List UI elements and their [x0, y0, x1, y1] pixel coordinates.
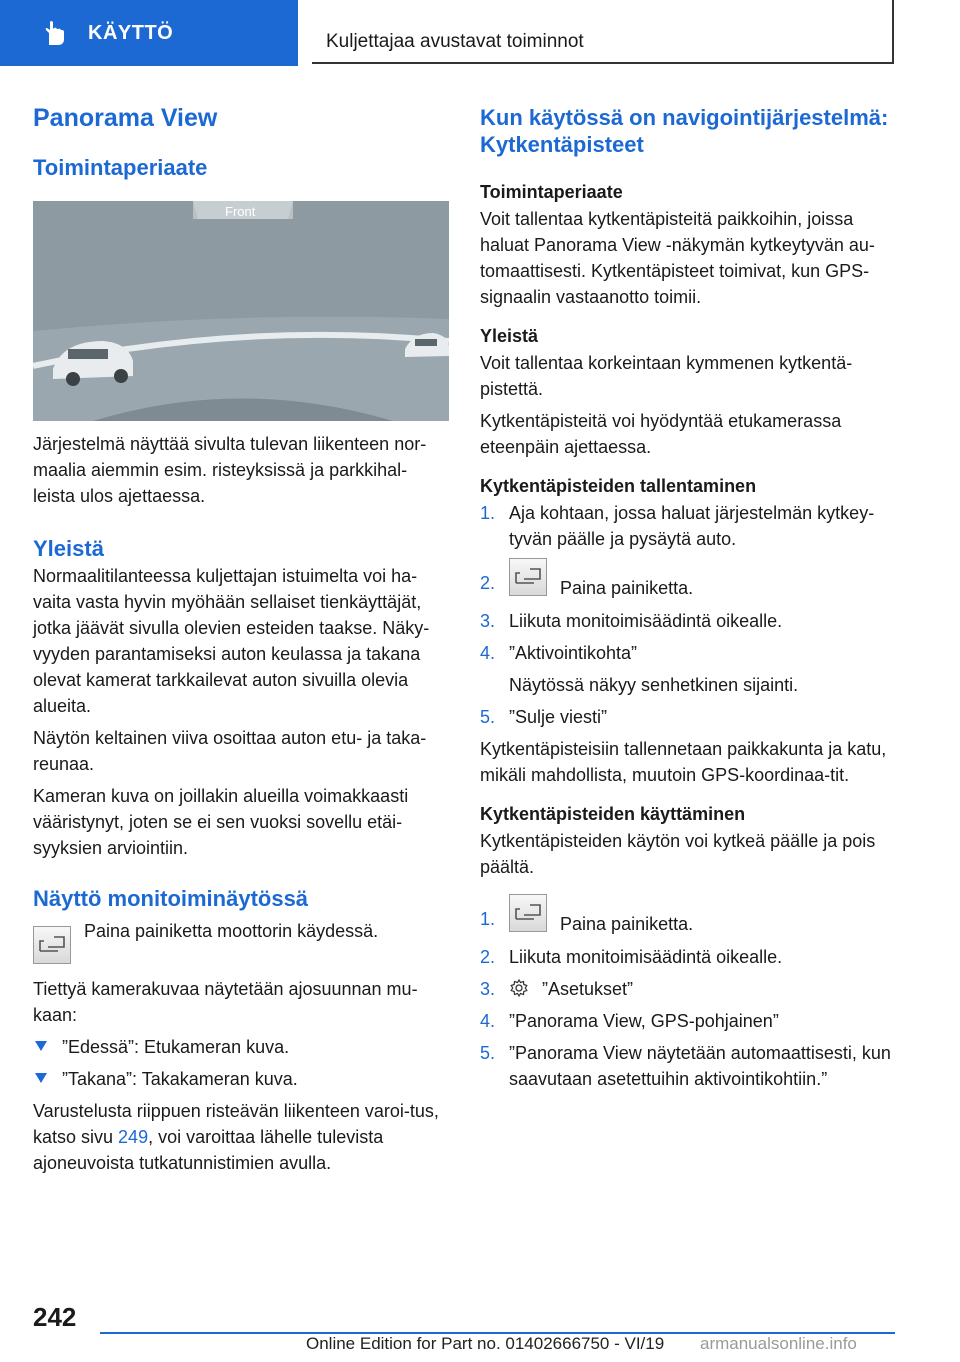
section-tab — [0, 0, 298, 66]
saving-subheading: Kytkentäpisteiden tallentaminen — [480, 476, 757, 496]
list-item: ”Edessä”: Etukameran kuva. — [33, 1034, 449, 1060]
chapter-tab-label: Kuljettajaa avustavat toiminnot — [326, 31, 584, 52]
figure-label-front: Front — [225, 204, 256, 219]
list-item: 5. ”Panorama View näytetään automaattisesti, kun saavutaan asetettuihin aktivointikohtiin.” — [480, 1043, 891, 1089]
distortion-paragraph: Kameran kuva on joillakin alueilla voimakkaasti vääristynyt, joten se ei sen vuoksi sovellu etäi-syyksien arviointiin. — [33, 786, 409, 858]
list-item: 2. Liikuta monitoimisäädintä oikealle. — [480, 947, 783, 967]
left-column — [33, 100, 449, 1176]
watermark: armanualsonline.info — [700, 1334, 857, 1353]
principle-subheading: Toimintaperiaate — [480, 182, 623, 202]
general-heading: Yleistä — [33, 536, 104, 561]
list-item: 2. Paina painiketta. — [480, 558, 898, 602]
intro-paragraph: Järjestelmä näyttää sivulta tulevan liikenteen nor-maalia aiemmin esim. risteyksissä ja parkkihal-leista ulos ajettaessa. — [33, 434, 427, 506]
list-item: 3. Liikuta monitoimisäädintä oikealle. — [480, 611, 783, 631]
use-steps — [480, 894, 898, 1092]
edition-text: Online Edition for Part no. 01402666750 - VI/19 — [306, 1334, 665, 1353]
list-item: ”Takana”: Takakameran kuva. — [33, 1066, 449, 1092]
list-item: 1. Aja kohtaan, jossa haluat järjestelmän kytkey-tyvän päälle ja pysäytä auto. — [480, 503, 875, 549]
list-item: 4. ”Panorama View, GPS-pohjainen” — [480, 1011, 779, 1031]
list-item-note: Näytössä näkyy senhetkinen sijainti. — [509, 675, 799, 695]
page-link-249[interactable]: 249 — [118, 1127, 149, 1147]
hand-icon — [40, 19, 68, 47]
gear-icon — [509, 978, 529, 998]
principle-text: Voit tallentaa kytkentäpisteitä paikkoihin, joissa haluat Panorama View -näkymän kytkeytyvän au-tomaattisesti. Kytkentäpisteet toimivat, kun GPS-signaalin vastaanotto toimii. — [480, 209, 875, 307]
camera-view-list — [33, 1034, 449, 1092]
cross-traffic-paragraph: Varustelusta riippuen risteävän liikenteen varoi-tus, katso sivu 249, voi varoittaa lähelle tulevista ajoneuvoista tutkatunnistimien avulla. — [33, 1101, 439, 1173]
usage-subheading: Kytkentäpisteiden käyttäminen — [480, 804, 746, 824]
section-subtitle: Toimintaperiaate — [33, 155, 208, 180]
yellow-line-paragraph: Näytön keltainen viiva osoittaa auton etu- ja taka-reunaa. — [33, 728, 427, 774]
list-item: 3. ”Asetukset” — [480, 979, 634, 999]
list-item: 5. ”Sulje viesti” — [480, 707, 608, 727]
page-title: Panorama View — [33, 104, 218, 132]
list-item: 1. Paina painiketta. — [480, 894, 898, 938]
panorama-illustration — [33, 201, 449, 421]
right-column — [480, 100, 898, 1092]
panorama-figure — [33, 201, 449, 421]
display-instruction — [33, 921, 449, 968]
front-camera-text: Kytkentäpisteitä voi hyödyntää etukamerassa eteenpäin ajettaessa. — [480, 411, 842, 457]
navigation-heading: Kun käytössä on navigointijärjestelmä: Kytkentäpisteet — [480, 105, 889, 157]
general-subheading: Yleistä — [480, 326, 539, 346]
section-tab-label: KÄYTTÖ — [88, 21, 174, 44]
page-number: 242 — [33, 1302, 77, 1332]
chapter-tab — [312, 0, 894, 64]
usage-text: Kytkentäpisteiden käytön voi kytkeä päälle ja pois päältä. — [480, 831, 876, 877]
list-item: 4. ”Aktivointikohta” — [480, 643, 638, 663]
saved-location-text: Kytkentäpisteisiin tallennetaan paikkakunta ja katu, mikäli mahdollista, muutoin GPS-koordinaa-tit. — [480, 739, 887, 785]
save-steps — [480, 500, 898, 730]
display-instruction-text: Paina painiketta moottorin käydessä. — [84, 921, 379, 941]
display-heading: Näyttö monitoiminäytössä — [33, 886, 309, 911]
direction-paragraph: Tiettyä kamerakuvaa näytetään ajosuunnan mu-kaan: — [33, 979, 418, 1025]
general-text: Voit tallentaa korkeintaan kymmenen kytkentä-pistettä. — [480, 353, 853, 399]
general-paragraph: Normaalitilanteessa kuljettajan istuimelta voi ha-vaita vasta hyvin myöhään sellaiset tienkäyttäjät, jotka jäävät sivulla olevien esteiden taakse. Näky-vyyden parantamiseksi auton keulassa ja takana olevat kamerat tarkkailevat auton sivuilla olevia alueita. — [33, 566, 430, 716]
camera-button-icon[interactable] — [509, 894, 547, 932]
camera-button-icon[interactable] — [33, 926, 71, 964]
camera-button-icon[interactable] — [509, 558, 547, 596]
